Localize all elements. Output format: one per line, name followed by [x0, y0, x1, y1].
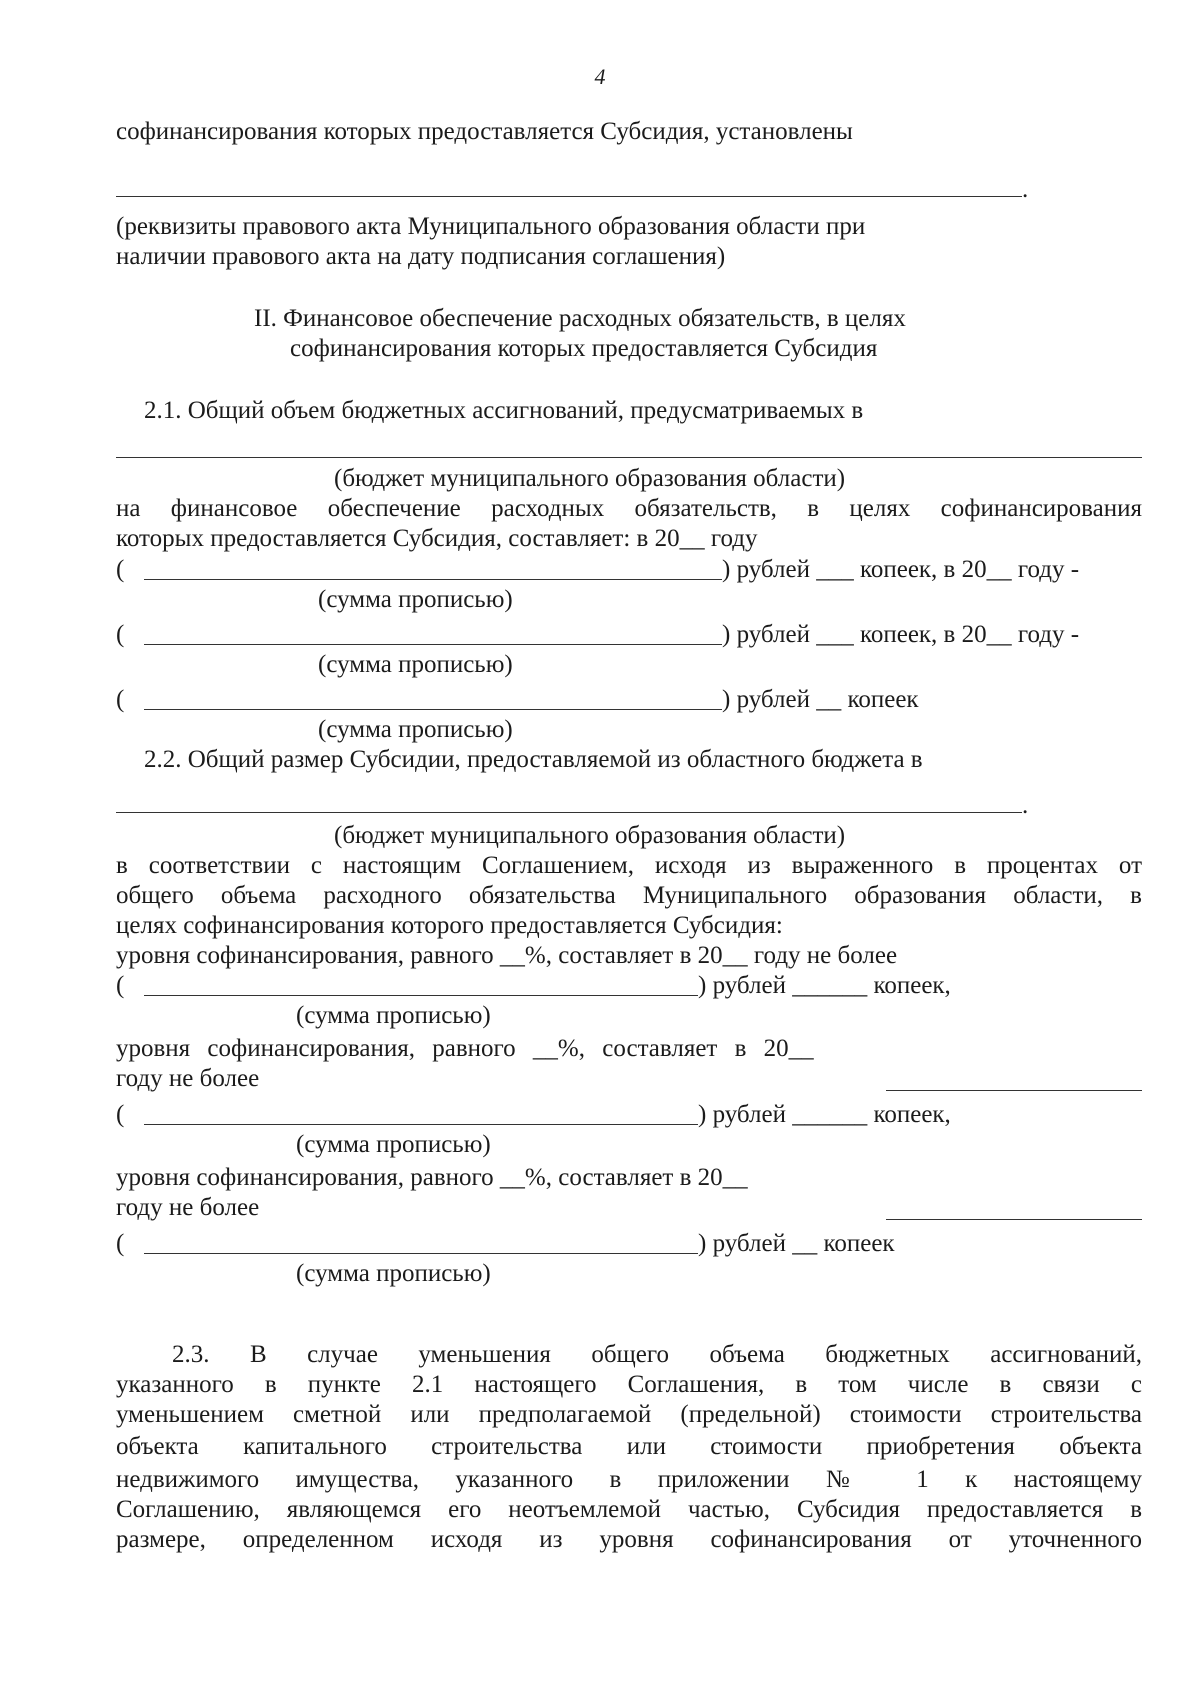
paragraph-line: в соответствии с настоящим Соглашением, исходя из выраженного в процентах от — [116, 852, 1142, 879]
field-caption: (сумма прописью) — [318, 586, 513, 613]
field-caption: (сумма прописью) — [296, 1002, 491, 1029]
text-line: наличии правового акта на дату подписания соглашения) — [116, 243, 726, 270]
paragraph-line: 2.3. В случае уменьшения общего объема бюджетных ассигнований, — [172, 1341, 1142, 1368]
paragraph-line: на финансовое обеспечение расходных обязательств, в целях софинансирования — [116, 495, 1142, 522]
paragraph-line: году не более — [116, 1065, 260, 1092]
amount-blank — [144, 1253, 698, 1254]
paragraph-line: 2.2. Общий размер Субсидии, предоставляемой из областного бюджета в — [144, 746, 923, 773]
paragraph-line: Соглашению, являющемся его неотъемлемой частью, Субсидия предоставляется в — [116, 1496, 1142, 1523]
punctuation: . — [1022, 792, 1029, 819]
row-open: ( — [116, 686, 125, 713]
blank-line — [886, 1219, 1142, 1220]
amount-blank — [144, 1124, 698, 1125]
paragraph-line: которых предоставляется Субсидия, составляет: в 20__ году — [116, 525, 758, 552]
paragraph-line: уровня софинансирования, равного __%, составляет в 20__ — [116, 1035, 814, 1062]
row-close: ) рублей ___ копеек, в 20__ году - — [722, 621, 1080, 648]
blank-line — [116, 812, 1022, 813]
paragraph-line: целях софинансирования которого предоставляется Субсидия: — [116, 912, 783, 939]
paragraph-line: указанного в пункте 2.1 настоящего Соглашения, в том числе в связи с — [116, 1371, 1142, 1398]
paragraph-line: уровня софинансирования, равного __%, составляет в 20__ году не более — [116, 942, 898, 969]
paragraph-line: объекта капитального строительства или стоимости приобретения объекта — [116, 1433, 1142, 1460]
amount-blank — [144, 579, 722, 580]
amount-blank — [144, 644, 722, 645]
paragraph-line: году не более — [116, 1194, 260, 1221]
text-line: софинансирования которых предоставляется Субсидия, установлены — [116, 118, 853, 145]
row-open: ( — [116, 1101, 125, 1128]
paragraph-line: уменьшением сметной или предполагаемой (предельной) стоимости строительства — [116, 1401, 1142, 1428]
paragraph-line: уровня софинансирования, равного __%, составляет в 20__ — [116, 1164, 748, 1191]
row-close: ) рублей ______ копеек, — [698, 972, 951, 999]
row-open: ( — [116, 556, 125, 583]
field-caption: (сумма прописью) — [296, 1260, 491, 1287]
row-close: ) рублей __ копеек — [722, 686, 919, 713]
amount-blank — [144, 995, 698, 996]
blank-line — [116, 457, 1142, 458]
row-open: ( — [116, 1230, 125, 1257]
field-caption: (бюджет муниципального образования области) — [334, 465, 846, 492]
section-title: II. Финансовое обеспечение расходных обязательств, в целях — [254, 305, 906, 332]
paragraph-line: 2.1. Общий объем бюджетных ассигнований, предусматриваемых в — [144, 397, 864, 424]
punctuation: . — [1022, 176, 1029, 203]
row-close: ) рублей ___ копеек, в 20__ году - — [722, 556, 1080, 583]
paragraph-line: общего объема расходного обязательства Муниципального образования области, в — [116, 882, 1142, 909]
field-caption: (сумма прописью) — [296, 1131, 491, 1158]
field-caption: (сумма прописью) — [318, 651, 513, 678]
paragraph-line: недвижимого имущества, указанного в приложении № 1 к настоящему — [116, 1466, 1142, 1493]
text-line: (реквизиты правового акта Муниципального образования области при — [116, 213, 866, 240]
blank-line — [116, 196, 1022, 197]
blank-line — [886, 1090, 1142, 1091]
amount-blank — [144, 709, 722, 710]
section-title: софинансирования которых предоставляется Субсидия — [290, 335, 878, 362]
row-close: ) рублей __ копеек — [698, 1230, 895, 1257]
field-caption: (бюджет муниципального образования области) — [334, 822, 846, 849]
row-open: ( — [116, 972, 125, 999]
field-caption: (сумма прописью) — [318, 716, 513, 743]
row-open: ( — [116, 621, 125, 648]
row-close: ) рублей ______ копеек, — [698, 1101, 951, 1128]
paragraph-line: размере, определенном исходя из уровня софинансирования от уточненного — [116, 1526, 1142, 1553]
page-number: 4 — [594, 64, 606, 89]
